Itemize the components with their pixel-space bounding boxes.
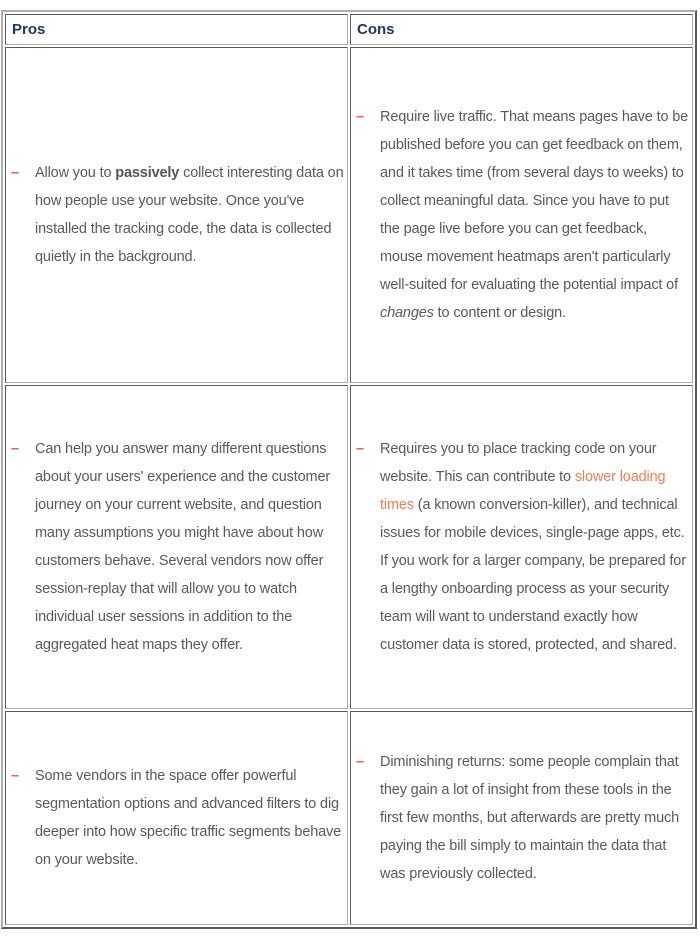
italic-text: changes [380, 305, 434, 321]
bullet-item [353, 103, 690, 327]
cons-cell [350, 711, 693, 925]
bullet-item [8, 159, 345, 271]
bullet-list [8, 762, 345, 874]
table-header-row [5, 14, 693, 45]
bullet-dash-icon: – [356, 109, 364, 125]
text-segment: Require live traffic. That means pages have to be published before you can get feedback on them, and it takes time (from several days to weeks) to collect meaningful data. Since you have to put the page live before you can get feedback, mouse movement heatmaps aren't particularly well-suited for evaluating the potential impact of [380, 109, 689, 293]
pros-cell [5, 47, 348, 383]
table-row [5, 385, 693, 709]
table-row [5, 47, 693, 383]
bullet-item [353, 748, 690, 888]
bullet-dash-icon: – [356, 441, 364, 457]
bullet-dash-icon: – [11, 441, 19, 457]
bullet-list [8, 435, 345, 659]
pros-cell [5, 385, 348, 709]
text-segment: Requires you to place tracking code on your website. This can contribute to [380, 441, 657, 485]
bullet-dash-icon: – [356, 754, 364, 770]
pros-cell [5, 711, 348, 925]
bullet-list [353, 435, 690, 659]
text-segment: Allow you to [35, 165, 116, 181]
slower-loading-times-link[interactable]: slower loading times [380, 469, 666, 513]
text-segment: Diminishing returns: some people complain that they gain a lot of insight from these tools in the first few months, but afterwards are pretty much paying the bill simply to maintain the data that was previously collected. [380, 754, 680, 882]
bullet-item [8, 762, 345, 874]
pros-header-cell: Pros [5, 14, 348, 45]
text-segment: Some vendors in the space offer powerful segmentation options and advanced filters to dig deeper into how specific traffic segments behave on your website. [35, 768, 342, 868]
bullet-item [353, 435, 690, 659]
text-segment: collect interesting data on how people use your website. Once you've installed the tracking code, the data is collected quietly in the background. [35, 165, 344, 265]
bullet-list [353, 103, 690, 327]
bullet-dash-icon: – [11, 165, 19, 181]
text-segment: to content or design. [433, 305, 566, 321]
text-segment: (a known conversion-killer), and technical issues for mobile devices, single-page apps, etc. If you work for a larger company, be prepared for a lengthy onboarding process as your security team will want to understand exactly how customer data is stored, protected, and shared. [380, 497, 686, 653]
bold-text: passively [115, 165, 180, 181]
cons-cell [350, 47, 693, 383]
text-segment: Can help you answer many different questions about your users' experience and the customer journey on your current website, and question many assumptions you might have about how customers behave. Several vendors now offer session-replay that will allow you to watch individual user sessions in addition to the aggregated heat maps they offer. [35, 441, 331, 653]
pros-cons-table [1, 10, 697, 929]
bullet-list [8, 159, 345, 271]
cons-header-cell: Cons [350, 14, 693, 45]
bullet-item [8, 435, 345, 659]
cons-cell [350, 385, 693, 709]
bullet-list [353, 748, 690, 888]
bullet-dash-icon: – [11, 768, 19, 784]
table-row [5, 711, 693, 925]
